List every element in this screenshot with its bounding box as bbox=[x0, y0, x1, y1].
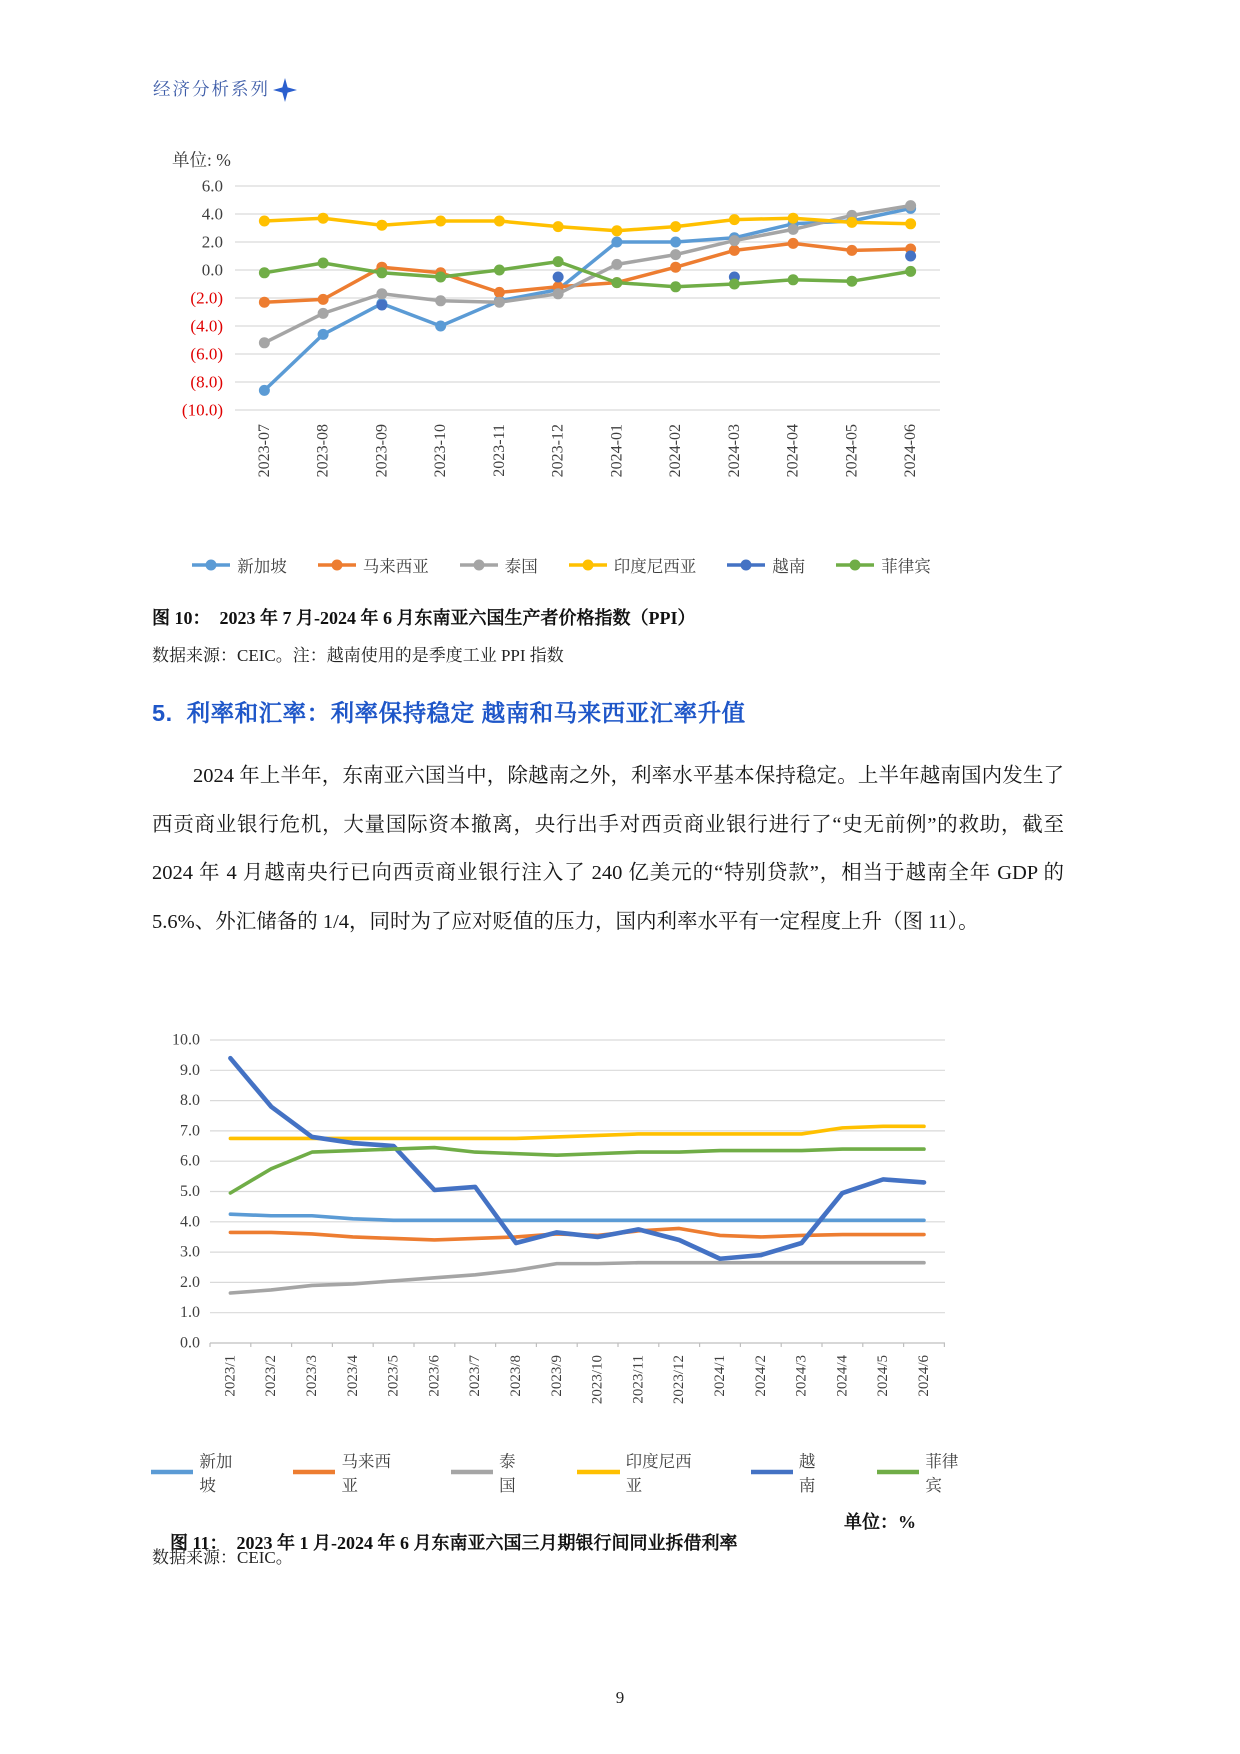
x-tick-label: 2023-11 bbox=[490, 424, 508, 477]
y-tick-label: 0.0 bbox=[201, 260, 223, 280]
series-marker-新加坡 bbox=[611, 237, 622, 248]
series-marker-越南 bbox=[553, 272, 564, 283]
series-line-越南 bbox=[230, 1058, 924, 1259]
x-tick-label: 2024/6 bbox=[916, 1355, 932, 1397]
series-marker-菲律宾 bbox=[376, 267, 387, 278]
y-tick-label: 4.0 bbox=[180, 1213, 200, 1231]
series-marker-菲律宾 bbox=[259, 267, 270, 278]
y-tick-label: 6.0 bbox=[201, 176, 223, 196]
y-tick-label: (8.0) bbox=[190, 372, 223, 392]
series-marker-马来西亚 bbox=[494, 287, 505, 298]
legend-label: 菲律宾 bbox=[881, 557, 931, 576]
series-marker-菲律宾 bbox=[494, 265, 505, 276]
series-marker-菲律宾 bbox=[846, 276, 857, 287]
series-marker-泰国 bbox=[729, 235, 740, 246]
figure10-ppi-line-chart bbox=[150, 140, 972, 508]
series-marker-菲律宾 bbox=[905, 266, 916, 277]
figure11-source: 数据来源：CEIC。 bbox=[152, 1548, 293, 1567]
figure11-legend bbox=[150, 1448, 972, 1496]
series-marker-泰国 bbox=[905, 200, 916, 211]
legend-swatch-icon bbox=[576, 1465, 619, 1479]
x-tick-label: 2023/12 bbox=[671, 1355, 688, 1405]
x-tick-label: 2024/4 bbox=[834, 1355, 851, 1397]
y-tick-label: 3.0 bbox=[180, 1243, 200, 1261]
x-tick-label: 2023/1 bbox=[222, 1355, 239, 1397]
series-marker-菲律宾 bbox=[435, 272, 446, 283]
y-tick-label: 5.0 bbox=[180, 1183, 200, 1200]
series-marker-菲律宾 bbox=[729, 279, 740, 290]
legend-swatch-icon bbox=[191, 558, 231, 572]
legend-marker bbox=[331, 560, 342, 571]
legend-swatch-icon bbox=[292, 1465, 335, 1479]
x-tick-label: 2024-04 bbox=[784, 424, 802, 478]
series-marker-菲律宾 bbox=[611, 277, 622, 288]
legend-swatch-icon bbox=[750, 1465, 793, 1479]
legend-item-马来西亚 bbox=[317, 553, 429, 577]
y-tick-label: 1.0 bbox=[180, 1304, 200, 1322]
header bbox=[153, 76, 297, 101]
legend-item-新加坡 bbox=[191, 553, 287, 577]
y-tick-label: 4.0 bbox=[201, 204, 223, 224]
header-series-label: 经济分析系列 bbox=[153, 79, 270, 99]
legend-label: 马来西亚 bbox=[341, 1452, 391, 1495]
x-tick-label: 2023/9 bbox=[548, 1355, 565, 1397]
series-marker-印度尼西亚 bbox=[729, 214, 740, 225]
legend-swatch-icon bbox=[150, 1465, 193, 1479]
four-point-star-icon bbox=[273, 78, 297, 102]
series-marker-越南 bbox=[905, 251, 916, 262]
series-line-印度尼西亚 bbox=[230, 1126, 924, 1138]
series-marker-印度尼西亚 bbox=[494, 216, 505, 227]
series-marker-泰国 bbox=[553, 288, 564, 299]
series-marker-印度尼西亚 bbox=[259, 216, 270, 227]
y-tick-label: (6.0) bbox=[190, 344, 223, 364]
x-tick-label: 2024-06 bbox=[902, 424, 920, 478]
x-tick-label: 2023-08 bbox=[314, 424, 332, 478]
series-marker-菲律宾 bbox=[318, 258, 329, 269]
legend-item-越南 bbox=[726, 553, 805, 577]
x-tick-label: 2024/1 bbox=[712, 1355, 728, 1397]
x-tick-label: 2023/6 bbox=[426, 1355, 443, 1397]
series-marker-新加坡 bbox=[670, 237, 681, 248]
legend-swatch-icon bbox=[317, 558, 357, 572]
series-marker-越南 bbox=[376, 300, 387, 311]
x-tick-label: 2024-03 bbox=[725, 424, 743, 478]
series-marker-印度尼西亚 bbox=[553, 221, 564, 232]
legend-item-新加坡 bbox=[150, 1448, 246, 1496]
x-tick-label: 2023-12 bbox=[549, 424, 567, 478]
legend-marker bbox=[206, 560, 217, 571]
y-tick-label: 9.0 bbox=[180, 1061, 200, 1079]
x-tick-label: 2023-10 bbox=[432, 424, 450, 478]
legend-label: 菲律宾 bbox=[925, 1452, 959, 1495]
legend-swatch-icon bbox=[459, 558, 499, 572]
series-marker-马来西亚 bbox=[670, 262, 681, 273]
x-tick-label: 2023/3 bbox=[304, 1355, 320, 1397]
series-marker-新加坡 bbox=[259, 385, 270, 396]
legend-label: 新加坡 bbox=[237, 557, 287, 576]
x-tick-label: 2024-02 bbox=[667, 424, 685, 478]
x-tick-label: 2023-07 bbox=[255, 424, 273, 478]
series-marker-泰国 bbox=[494, 297, 505, 308]
series-line-泰国 bbox=[230, 1263, 924, 1293]
series-marker-印度尼西亚 bbox=[905, 218, 916, 229]
series-marker-印度尼西亚 bbox=[435, 216, 446, 227]
y-tick-label: (10.0) bbox=[181, 400, 223, 420]
legend-marker bbox=[741, 560, 752, 571]
series-marker-泰国 bbox=[788, 224, 799, 235]
chart1-unit-label: 单位: % bbox=[172, 150, 231, 170]
y-tick-label: 7.0 bbox=[180, 1122, 200, 1140]
series-marker-印度尼西亚 bbox=[318, 213, 329, 224]
series-marker-泰国 bbox=[376, 288, 387, 299]
series-marker-泰国 bbox=[435, 295, 446, 306]
legend-swatch-icon bbox=[876, 1465, 919, 1479]
series-marker-新加坡 bbox=[318, 329, 329, 340]
legend-item-菲律宾 bbox=[876, 1448, 972, 1496]
x-tick-label: 2023/10 bbox=[589, 1355, 606, 1405]
series-marker-马来西亚 bbox=[788, 238, 799, 249]
figure10-source: 数据来源：CEIC。注：越南使用的是季度工业 PPI 指数 bbox=[152, 646, 564, 665]
series-marker-印度尼西亚 bbox=[670, 221, 681, 232]
x-tick-label: 2024/3 bbox=[793, 1355, 810, 1397]
y-tick-label: 8.0 bbox=[180, 1092, 200, 1110]
series-marker-菲律宾 bbox=[670, 281, 681, 292]
legend-swatch-icon bbox=[568, 558, 608, 572]
legend-swatch-icon bbox=[835, 558, 875, 572]
series-marker-印度尼西亚 bbox=[611, 225, 622, 236]
y-tick-label: 0.0 bbox=[180, 1334, 200, 1352]
body-paragraph: 2024 年上半年，东南亚六国当中，除越南之外，利率水平基本保持稳定。上半年越南国内发生了西贡商业银行危机，大量国际资本撤离，央行出手对西贡商业银行进行了“史无前例”的救助，截至 2024 年 4 月越南央行已向西贡商业银行注入了 240 亿美元的“特别贷款”，相当于越南全年 GDP 的 5.6%、外汇储备的 1/4，同时为了应对贬值的压力，国内利率水平有一定程度上升（图 11）。 bbox=[152, 765, 1064, 933]
legend-label: 泰国 bbox=[499, 1452, 516, 1495]
y-tick-label: 2.0 bbox=[180, 1273, 200, 1291]
series-marker-印度尼西亚 bbox=[788, 213, 799, 224]
series-marker-泰国 bbox=[611, 259, 622, 270]
x-tick-label: 2023/2 bbox=[263, 1355, 280, 1397]
legend-swatch-icon bbox=[726, 558, 766, 572]
x-tick-label: 2024/5 bbox=[875, 1355, 892, 1397]
figure10-caption: 图 10： 2023 年 7 月-2024 年 6 月东南亚六国生产者价格指数（PPI） bbox=[152, 608, 696, 628]
x-tick-label: 2023/11 bbox=[630, 1355, 647, 1404]
x-tick-label: 2023/8 bbox=[508, 1355, 524, 1397]
legend-label: 越南 bbox=[798, 1452, 816, 1495]
legend-item-印度尼西亚 bbox=[568, 553, 697, 577]
section-heading: 5. 利率和汇率：利率保持稳定 越南和马来西亚汇率升值 bbox=[152, 700, 746, 726]
series-marker-印度尼西亚 bbox=[846, 217, 857, 228]
page-number: 9 bbox=[615, 1688, 625, 1707]
series-marker-马来西亚 bbox=[846, 245, 857, 256]
figure11-caption-text: 图 11： 2023 年 1 月-2024 年 6 月东南亚六国三月期银行间同业拆借利率 bbox=[170, 1533, 738, 1553]
legend-marker bbox=[473, 560, 484, 571]
y-tick-label: (4.0) bbox=[190, 316, 223, 336]
figure11-unit-label: 单位：% bbox=[844, 1512, 916, 1532]
series-marker-菲律宾 bbox=[788, 274, 799, 285]
series-line-菲律宾 bbox=[230, 1148, 924, 1193]
series-line-泰国 bbox=[264, 206, 910, 343]
series-marker-菲律宾 bbox=[553, 256, 564, 267]
legend-marker bbox=[850, 560, 861, 571]
legend-marker bbox=[582, 560, 593, 571]
y-tick-label: 10.0 bbox=[172, 1031, 200, 1049]
series-marker-印度尼西亚 bbox=[376, 220, 387, 231]
x-tick-label: 2023/7 bbox=[467, 1355, 484, 1397]
legend-item-泰国 bbox=[459, 553, 538, 577]
series-marker-马来西亚 bbox=[729, 245, 740, 256]
x-tick-label: 2024-05 bbox=[843, 424, 861, 478]
x-tick-label: 2024/2 bbox=[752, 1355, 769, 1397]
figure11-interbank-rate-line-chart bbox=[150, 985, 972, 1433]
series-marker-泰国 bbox=[259, 337, 270, 348]
series-marker-新加坡 bbox=[435, 321, 446, 332]
legend-label: 新加坡 bbox=[199, 1452, 233, 1495]
legend-label: 马来西亚 bbox=[362, 557, 429, 576]
x-tick-label: 2024-01 bbox=[608, 424, 626, 478]
legend-item-菲律宾 bbox=[835, 553, 931, 577]
legend-item-越南 bbox=[750, 1448, 830, 1496]
legend-swatch-icon bbox=[450, 1465, 493, 1479]
legend-item-马来西亚 bbox=[292, 1448, 404, 1496]
x-tick-label: 2023/4 bbox=[344, 1355, 361, 1397]
x-tick-label: 2023/5 bbox=[385, 1355, 402, 1397]
series-marker-泰国 bbox=[318, 308, 329, 319]
y-tick-label: 6.0 bbox=[180, 1152, 200, 1170]
x-tick-label: 2023-09 bbox=[373, 424, 391, 478]
legend-label: 印度尼西亚 bbox=[625, 1452, 692, 1495]
y-tick-label: (2.0) bbox=[190, 288, 223, 308]
legend-label: 越南 bbox=[772, 557, 806, 576]
legend-item-泰国 bbox=[450, 1448, 530, 1496]
legend-item-印度尼西亚 bbox=[576, 1448, 703, 1496]
series-marker-马来西亚 bbox=[259, 297, 270, 308]
legend-label: 泰国 bbox=[504, 557, 538, 576]
figure10-legend bbox=[150, 553, 972, 577]
legend-label: 印度尼西亚 bbox=[613, 557, 697, 576]
y-tick-label: 2.0 bbox=[201, 232, 223, 252]
series-marker-泰国 bbox=[670, 249, 681, 260]
series-marker-马来西亚 bbox=[318, 294, 329, 305]
